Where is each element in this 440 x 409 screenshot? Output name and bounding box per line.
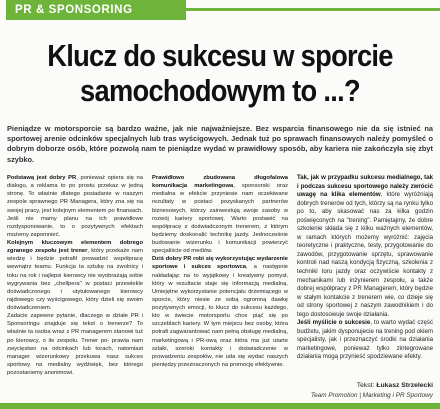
headline-line-1: Klucz do sukcesu w sporcie bbox=[47, 38, 393, 73]
col3-p2-text: , to warto wydać część budżetu, jakim dysponujecie na trening pod okiem specjalisty, jak i przeznaczyć środki na działania marketingowe, ponieważ tylko zintegrowane działania mogą przynieść spodziewane efekty. bbox=[297, 319, 433, 361]
author-credit bbox=[297, 382, 433, 389]
author-name: Łukasz Strzelecki bbox=[376, 382, 433, 389]
lead-paragraph: Pieniądze w motorsporcie są bardzo ważne, jak nie najważniejsze. Bez wsparcia finansowego nie da się istnieć na sportowej arenie odcinków specjalnych lub tras wyścigowych. Jednak tuż po sprawach finansowych należy pomyśleć o dobrym doborze osób, które pozwolą nam te pieniądze wydać w prawidłowy sposób, aby kariera nie zakończyła się zbyt szybko. bbox=[7, 124, 433, 164]
col3-p2-bold: Jeśli myślicie o sukcesie bbox=[297, 319, 371, 327]
col2-p1-text: , sponsorski oraz medialna w efekcie przyniesie nam oczekiwane rezultaty w postaci pozyskanych partnerów biznesowych, którzy zainwestują swoje zasoby w rozwój kariery sportowej. Warto postawić na współpracę z doświadczonym trenerem, z którym będziemy doskonalić technikę jazdy. Jednocześnie budowanie wizerunku i komunikacji powierzyć specjaliście od mediów. bbox=[152, 183, 288, 255]
headline-line-2: samochodowym to ...? bbox=[80, 73, 360, 108]
article-column-1 bbox=[7, 174, 143, 377]
col3-p1-bold: Tak, jak w przypadku sukcesu medialnego, tak i podczas sukcesu sportowego należy zwrócić uwagę na klika elementów bbox=[297, 174, 433, 199]
article-column-2 bbox=[152, 174, 288, 369]
bottom-rule bbox=[0, 403, 440, 409]
col2-p1-bold: Prawidłowo zbudowana długofalowa komunikacja marketingowa bbox=[152, 175, 288, 190]
col1-p1-text: , ponieważ opiera się na dialogu, a reklama to po prostu przekaz w jedną stronę. To właśnie dlatego posiadanie w naszym zespole sprawnego PR Managera, który zna się na swojej pracy, jest kolejnym elementem po finansach. Jeśli nie mamy planu na ich prawidłowe rozdysponowanie, to o pozytywnych efektach możemy zapomnieć. bbox=[7, 175, 143, 238]
article-column-3 bbox=[297, 174, 433, 362]
col1-p2-text: , który przekaże nam wiedzę i będzie potrafił prowadzić współpracę wewnątrz teamu. Funkcja ta sztukę na zwolnicy i toku na rok i najlepsi kierowcy nie wyobrażają sobie wygrywania bez „chellpera" w postaci przewlekle doświadczonego i utytułowanego kierowcy rajdowego czy wyścigowego, który dzieli się swoim doświadczeniem. bbox=[7, 248, 143, 311]
col2-paragraph-1 bbox=[152, 174, 288, 255]
col3-p1-text: , które wyróżniają dobrych trenerów od tych, którzy są na rynku tylko po to, aby skasować nas za kilka godzin poświęconych na "trening". Pamiętajmy, że dobre szkolenie składa się z kilku ważnych elementów, w ramach których możemy wyróżnić: zajęcia teoretyczne i praktyczne, testy, przygotowanie do zawodów, przygotowanie sprzętu, sprawowanie kontroli nad naszą kondycją fizyczną, szkolenia z techniki toru jazdy oraz oczywiście kontakty z mechanikami lub inżynierem zespołu, a także dobrej współpracy z PR Managerem, który będzie w stałym kontakcie z trenerem wie, co dzieje się od strony sportowej z naszym zawodnikiem i do tego dostosowuje swoje działania. bbox=[297, 191, 433, 318]
section-label: PR & SPONSORING bbox=[6, 0, 186, 20]
col1-paragraph-2 bbox=[7, 239, 143, 312]
col2-p2-bold: Dziś dobry PR robi się wykorzystując wydarzenie sportowe i sukces sportowca bbox=[152, 256, 288, 271]
col1-p1-bold: Podstawą jest dobry PR bbox=[7, 175, 77, 181]
col1-p2-bold: Kolejnym kluczowym elementem dobrego zgranego zespołu jest trener bbox=[7, 240, 143, 255]
col3-paragraph-2 bbox=[297, 319, 433, 362]
col3-paragraph-1 bbox=[297, 174, 433, 319]
col1-paragraph-3: Zadacie zapewne pytanie, dlaczego w działe PR i Sponsoringu znajduje się tekst o trenerze? To właśnie ta osoba wraz z PR managerem stanowi tuż po kierowcy, o ile zespołu. Trener po- prawia nam zwycięstwo na odcinkach lub torach, natomiast manager wizerunkowy przekuwa nasz sukces sportowy na medialny wydźwięk, bez którego pozostaniemy anonimowi. bbox=[7, 313, 143, 376]
col2-p2-text: , a następnie nakładając na to wyjątkowy i kreatywny pomysł, który w rezultacie staje się informacją medialną. Umiejętne wykorzystanie potencjału drzemiącego w sporcie, który niesie ze sobą ogromną dawkę pozytywnych emocji, to klucz do sukcesu każdego, kto w świecie motorsportu chce piąć się po szczeblach kariery. W tym miejscu bez osoby, która potrafi zagwarantować nam pełną obsługę medialną, marketingową i PR-ową oraz która ma już utarte szlaki, szeroki kontakty i doświadczenie w prowadzeniu zespołów, nie uda się wydać naszych pieniędzy przeznaczonych na promocję efektywnie. bbox=[152, 264, 289, 368]
section-rule bbox=[186, 8, 440, 11]
source-credit: Team Promotion | Marketing i PR Sportowy bbox=[310, 392, 433, 399]
col2-paragraph-2 bbox=[152, 255, 288, 369]
page-title bbox=[0, 38, 440, 108]
col1-paragraph-1 bbox=[7, 174, 143, 239]
author-prefix: Tekst: bbox=[356, 382, 377, 389]
section-header bbox=[0, 0, 440, 20]
